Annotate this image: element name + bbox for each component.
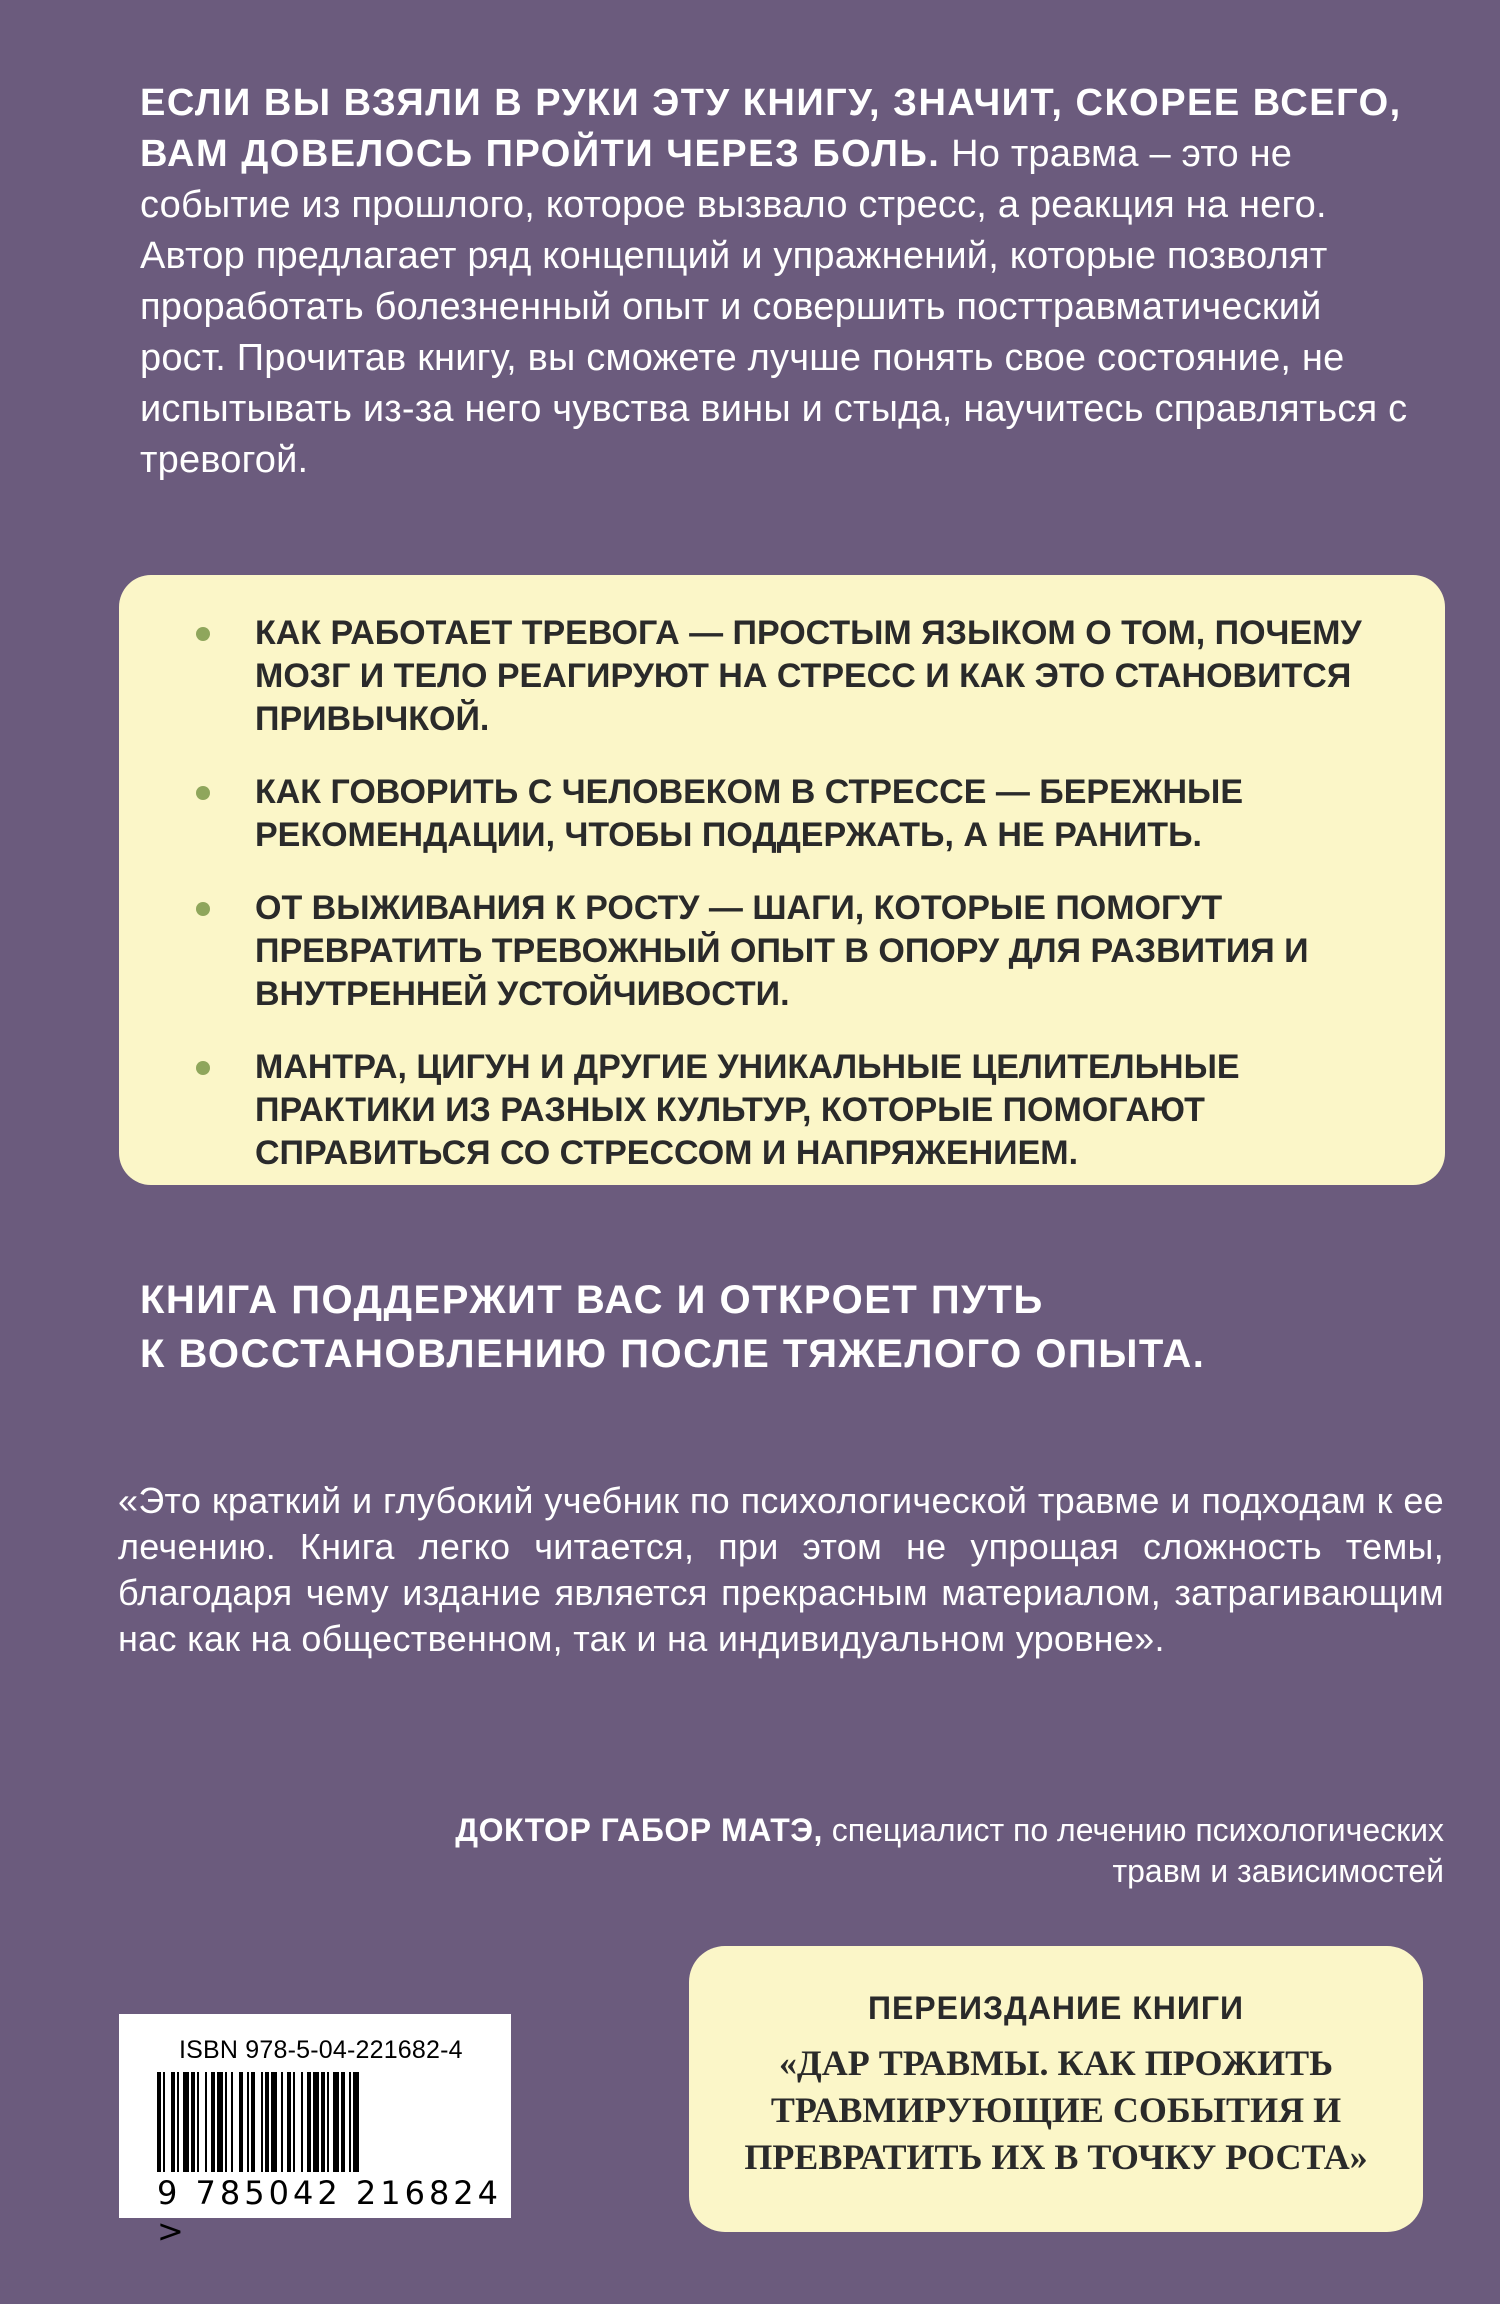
author-role-line-1: специалист по лечению психологических xyxy=(822,1812,1444,1848)
feature-text: КАК ГОВОРИТЬ С ЧЕЛОВЕКОМ В СТРЕССЕ — БЕРЕЖНЫЕ РЕКОМЕНДАЦИИ, ЧТОБЫ ПОДДЕРЖАТЬ, А НЕ РАНИТЬ. xyxy=(255,773,1243,854)
bullet-icon xyxy=(196,627,210,641)
bullet-icon xyxy=(196,1061,210,1075)
support-statement xyxy=(140,1273,1410,1381)
feature-item xyxy=(255,887,1385,1016)
bullet-icon xyxy=(196,786,210,800)
feature-text: КАК РАБОТАЕТ ТРЕВОГА — ПРОСТЫМ ЯЗЫКОМ О ТОМ, ПОЧЕМУ МОЗГ И ТЕЛО РЕАГИРУЮТ НА СТРЕСС И КАК ЭТО СТАНОВИТСЯ ПРИВЫЧКОЙ. xyxy=(255,614,1362,738)
feature-item xyxy=(255,612,1385,741)
feature-item xyxy=(255,1046,1385,1175)
intro-lead: ЕСЛИ ВЫ ВЗЯЛИ В РУКИ ЭТУ КНИГУ, ЗНАЧИТ, СКОРЕЕ ВСЕГО, ВАМ ДОВЕЛОСЬ ПРОЙТИ ЧЕРЕЗ БОЛЬ. xyxy=(140,82,1402,175)
review-quote: «Это краткий и глубокий учебник по психологической травме и подходам к ее лечению. Книга легко читается, при этом не упрощая сложность темы, благодаря чему издание является прекрасным материалом, затрагивающим нас как на общественном, так и на индивидуальном уровне». xyxy=(118,1480,1444,1659)
reissue-book-title xyxy=(689,2040,1423,2181)
reissue-title: ПЕРЕИЗДАНИЕ КНИГИ xyxy=(867,1990,1245,2026)
barcode-digits: 9 785042 216824 > xyxy=(157,2174,503,2250)
support-line-2: К ВОССТАНОВЛЕНИЮ ПОСЛЕ ТЯЖЕЛОГО ОПЫТА. xyxy=(140,1332,1206,1376)
reissue-panel xyxy=(689,1946,1423,2232)
features-panel xyxy=(119,575,1445,1185)
support-line-1: КНИГА ПОДДЕРЖИТ ВАС И ОТКРОЕТ ПУТЬ xyxy=(140,1278,1044,1322)
intro-paragraph xyxy=(140,78,1410,486)
isbn-label: ISBN 978-5-04-221682-4 xyxy=(179,2036,463,2064)
reissue-line-3: ПРЕВРАТИТЬ ИХ В ТОЧКУ РОСТА» xyxy=(744,2137,1368,2177)
barcode-icon xyxy=(157,2072,477,2172)
barcode-block xyxy=(119,2014,511,2250)
intro-body: Но травма – это не событие из прошлого, которое вызвало стресс, а реакция на него. Автор предлагает ряд концепций и упражнений, которые позволят проработать болезненный опыт и совершить посттравматический рост. Прочитав книгу, вы сможете лучше понять свое состояние, не испытывать из-за него чувства вины и стыда, научитесь справляться с тревогой. xyxy=(140,133,1408,481)
author-role-line-2: травм и зависимостей xyxy=(1112,1853,1444,1889)
reissue-line-1: «ДАР ТРАВМЫ. КАК ПРОЖИТЬ xyxy=(779,2043,1333,2083)
bullet-icon xyxy=(196,902,210,916)
feature-item xyxy=(255,771,1385,857)
feature-text: МАНТРА, ЦИГУН И ДРУГИЕ УНИКАЛЬНЫЕ ЦЕЛИТЕЛЬНЫЕ ПРАКТИКИ ИЗ РАЗНЫХ КУЛЬТУР, КОТОРЫЕ ПОМОГАЮТ СПРАВИТЬСЯ СО СТРЕССОМ И НАПРЯЖЕНИЕМ. xyxy=(255,1048,1240,1172)
author-name: ДОКТОР ГАБОР МАТЭ, xyxy=(455,1812,823,1848)
reissue-line-2: ТРАВМИРУЮЩИЕ СОБЫТИЯ И xyxy=(770,2090,1342,2130)
feature-text: ОТ ВЫЖИВАНИЯ К РОСТУ — ШАГИ, КОТОРЫЕ ПОМОГУТ ПРЕВРАТИТЬ ТРЕВОЖНЫЙ ОПЫТ В ОПОРУ ДЛЯ РАЗВИТИЯ И ВНУТРЕННЕЙ УСТОЙЧИВОСТИ. xyxy=(255,889,1309,1013)
quote-attribution xyxy=(344,1810,1444,1892)
